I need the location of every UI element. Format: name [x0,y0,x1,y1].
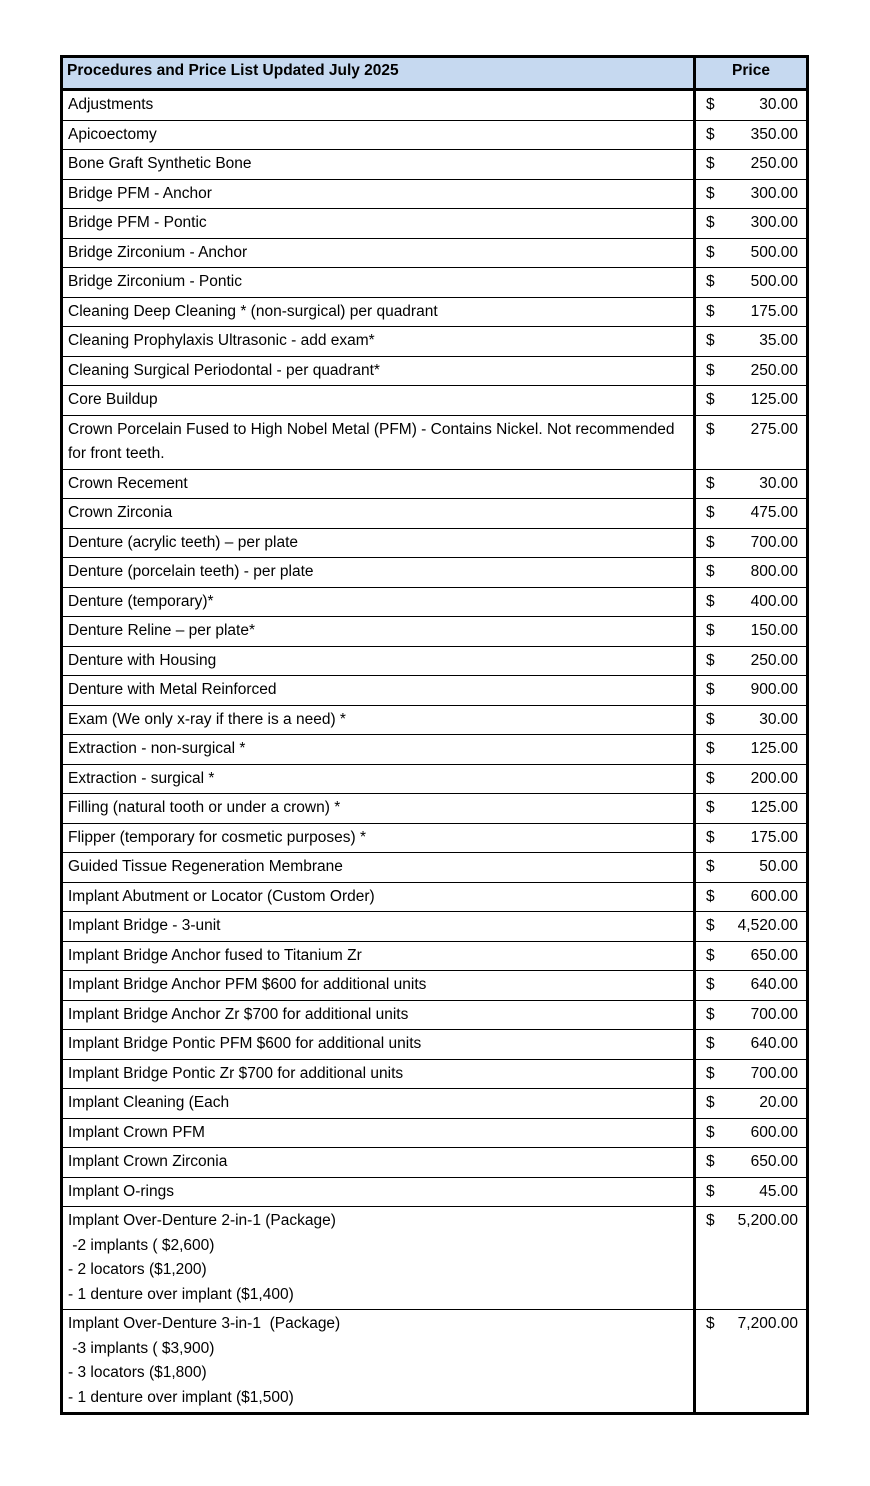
price-cell [695,794,808,824]
currency-symbol: $ [706,946,715,964]
header-row [62,57,808,90]
procedure-name: Implant Bridge Anchor fused to Titanium Zr [68,946,362,964]
table-row [62,676,808,706]
procedure-cell [62,646,695,676]
price-amount: 4,520.00 [737,917,798,934]
price-value [706,182,798,207]
currency-symbol: $ [706,828,715,846]
table-row [62,646,808,676]
table-row [62,617,808,647]
price-cell [695,764,808,794]
price-cell [695,1207,808,1310]
currency-symbol: $ [706,474,715,492]
procedure-cell [62,1207,695,1310]
price-cell [695,735,808,765]
table-row [62,558,808,588]
procedure-cell [62,1118,695,1148]
currency-symbol: $ [706,1153,715,1170]
procedure-cell [62,415,695,469]
procedure-name: -3 implants ( $3,900) [68,1339,215,1357]
price-value [706,590,798,615]
table-row [62,268,808,298]
price-cell [695,469,808,499]
price-value [706,767,798,792]
table-row [62,499,808,529]
price-amount: 125.00 [750,391,798,408]
procedure-cell [62,794,695,824]
price-amount: 300.00 [750,184,798,202]
procedure-name: Cleaning Surgical Periodontal - per quadrant* [68,361,380,379]
procedure-cell [62,528,695,558]
currency-symbol: $ [706,96,715,113]
procedure-cell [62,676,695,706]
table-body [62,90,808,1414]
table-row [62,150,808,180]
procedure-name: Implant Cleaning (Each [68,1094,230,1111]
table-row [62,297,808,327]
price-value [706,1209,798,1234]
table-row [62,1030,808,1060]
price-amount: 125.00 [750,799,798,816]
procedure-name: Denture (temporary)* [68,592,214,610]
price-value [706,359,798,384]
price-amount: 600.00 [750,1123,798,1141]
procedure-name: Apicoectomy [68,125,157,143]
price-amount: 500.00 [750,273,798,290]
price-value [706,855,798,880]
price-amount: 640.00 [750,1035,798,1052]
price-amount: 650.00 [750,1153,798,1170]
price-value [706,270,798,295]
price-cell [695,209,808,239]
procedure-cell [62,705,695,735]
procedure-cell [62,1177,695,1207]
procedure-name: Bridge PFM - Anchor [68,184,212,202]
price-cell [695,823,808,853]
price-value [706,93,798,118]
price-value [706,944,798,969]
procedure-cell [62,327,695,357]
procedure-name: Crown Recement [68,474,188,492]
price-list-table [60,55,809,1415]
price-amount: 700.00 [750,1064,798,1082]
price-value [706,1062,798,1087]
procedure-name: Bone Graft Synthetic Bone [68,155,252,172]
price-amount: 475.00 [750,504,798,521]
price-cell [695,1118,808,1148]
price-amount: 700.00 [750,533,798,551]
table-row [62,764,808,794]
procedure-name: Cleaning Deep Cleaning * (non-surgical) per quadrant [68,302,438,320]
procedure-name: Implant Bridge Anchor Zr $700 for additional units [68,1005,409,1023]
procedure-name: Bridge Zirconium - Anchor [68,243,248,261]
table-row [62,327,808,357]
table-header [62,57,808,90]
price-amount: 7,200.00 [737,1315,798,1332]
price-column-header: Price [695,57,808,90]
price-amount: 30.00 [759,710,798,728]
table-row [62,823,808,853]
price-value [706,241,798,266]
table-row [62,469,808,499]
price-amount: 500.00 [750,243,798,261]
currency-symbol: $ [706,622,715,639]
procedure-name: Core Buildup [68,391,158,408]
price-value [706,1121,798,1146]
currency-symbol: $ [706,332,715,349]
price-cell [695,971,808,1001]
currency-symbol: $ [706,391,715,408]
table-row [62,356,808,386]
price-value [706,737,798,762]
price-value [706,1150,798,1175]
procedure-name: Implant Crown Zirconia [68,1153,228,1170]
price-cell [695,912,808,942]
price-value [706,472,798,497]
procedure-cell [62,1310,695,1414]
price-cell [695,297,808,327]
procedure-name: Crown Zirconia [68,504,173,521]
price-value [706,501,798,526]
price-amount: 650.00 [750,946,798,964]
price-cell [695,558,808,588]
procedure-name: Bridge PFM - Pontic [68,214,207,231]
procedure-name: Denture (porcelain teeth) - per plate [68,563,314,580]
currency-symbol: $ [706,1182,715,1200]
table-row [62,587,808,617]
price-cell [695,1000,808,1030]
procedure-name: Implant Bridge Pontic Zr $700 for additional units [68,1064,404,1082]
table-row [62,1207,808,1310]
procedure-name: Implant Over-Denture 2-in-1 (Package) [68,1212,336,1229]
price-cell [695,1030,808,1060]
procedure-name: Denture (acrylic teeth) – per plate [68,533,299,551]
price-cell [695,90,808,121]
table-row [62,794,808,824]
price-amount: 30.00 [759,96,798,113]
procedure-name: - 1 denture over implant ($1,400) [68,1285,294,1303]
price-amount: 175.00 [750,828,798,846]
procedure-name: - 2 locators ($1,200) [68,1261,207,1278]
price-amount: 125.00 [750,740,798,757]
procedure-cell [62,764,695,794]
currency-symbol: $ [706,1212,715,1229]
price-amount: 5,200.00 [737,1212,798,1229]
procedure-cell [62,971,695,1001]
procedure-name: Implant O-rings [68,1182,174,1200]
currency-symbol: $ [706,214,715,231]
price-value [706,152,798,177]
price-cell [695,528,808,558]
price-amount: 30.00 [759,474,798,492]
procedure-cell [62,912,695,942]
currency-symbol: $ [706,563,715,580]
price-value [706,211,798,236]
currency-symbol: $ [706,681,715,698]
procedure-cell [62,735,695,765]
price-cell [695,941,808,971]
price-value [706,678,798,703]
currency-symbol: $ [706,155,715,172]
currency-symbol: $ [706,592,715,610]
currency-symbol: $ [706,243,715,261]
procedure-name: Denture with Metal Reinforced [68,681,277,698]
table-row [62,238,808,268]
table-row [62,912,808,942]
currency-symbol: $ [706,125,715,143]
procedure-name: Implant Abutment or Locator (Custom Order) [68,887,375,905]
price-amount: 700.00 [750,1005,798,1023]
procedure-cell [62,853,695,883]
currency-symbol: $ [706,361,715,379]
price-amount: 600.00 [750,887,798,905]
price-cell [695,179,808,209]
price-cell [695,499,808,529]
table-row [62,179,808,209]
procedure-cell [62,238,695,268]
table-row [62,1059,808,1089]
price-amount: 250.00 [750,155,798,172]
procedure-name: Denture with Housing [68,651,217,669]
price-cell [695,386,808,416]
procedure-cell [62,823,695,853]
table-row [62,941,808,971]
currency-symbol: $ [706,504,715,521]
price-amount: 900.00 [750,681,798,698]
price-value [706,649,798,674]
table-row [62,528,808,558]
procedure-name: Bridge Zirconium - Pontic [68,273,243,290]
procedure-cell [62,209,695,239]
currency-symbol: $ [706,887,715,905]
table-row [62,1118,808,1148]
procedure-cell [62,1000,695,1030]
procedure-cell [62,1089,695,1119]
price-cell [695,853,808,883]
price-amount: 275.00 [750,420,798,438]
price-amount: 20.00 [759,1094,798,1111]
procedure-name: - 1 denture over implant ($1,500) [68,1388,294,1406]
procedure-name: Extraction - surgical * [68,769,215,787]
price-cell [695,1059,808,1089]
price-cell [695,882,808,912]
procedure-cell [62,1148,695,1178]
procedure-name: Implant Over-Denture 3-in-1 (Package) [68,1315,341,1332]
procedure-name: Implant Bridge Anchor PFM $600 for additional units [68,976,427,993]
table-row [62,971,808,1001]
procedure-name: Implant Crown PFM [68,1123,205,1141]
currency-symbol: $ [706,1315,715,1332]
price-value [706,1091,798,1116]
table-row [62,209,808,239]
price-value [706,708,798,733]
price-cell [695,1177,808,1207]
price-cell [695,120,808,150]
procedure-cell [62,617,695,647]
procedure-name: Flipper (temporary for cosmetic purposes) * [68,828,367,846]
table-row [62,120,808,150]
currency-symbol: $ [706,302,715,320]
procedure-name: Crown Porcelain Fused to High Nobel Metal (PFM) - Contains Nickel. Not recommended for front teeth. [68,420,675,462]
price-amount: 50.00 [759,858,798,875]
table-row [62,90,808,121]
price-value [706,796,798,821]
table-row [62,853,808,883]
price-value [706,329,798,354]
price-amount: 200.00 [750,769,798,787]
price-cell [695,617,808,647]
procedure-cell [62,1030,695,1060]
price-cell [695,587,808,617]
currency-symbol: $ [706,184,715,202]
currency-symbol: $ [706,769,715,787]
price-value [706,418,798,443]
price-value [706,1180,798,1205]
price-cell [695,1310,808,1414]
table-row [62,1089,808,1119]
procedure-column-header: Procedures and Price List Updated July 2025 [62,57,695,90]
price-value [706,826,798,851]
procedure-name: Denture Reline – per plate* [68,622,255,639]
currency-symbol: $ [706,976,715,993]
table-row [62,386,808,416]
currency-symbol: $ [706,858,715,875]
price-value [706,388,798,413]
currency-symbol: $ [706,740,715,757]
procedure-cell [62,941,695,971]
price-cell [695,356,808,386]
price-cell [695,676,808,706]
table-row [62,1177,808,1207]
price-cell [695,327,808,357]
price-amount: 150.00 [750,622,798,639]
price-value [706,973,798,998]
procedure-cell [62,268,695,298]
procedure-cell [62,179,695,209]
procedure-cell [62,558,695,588]
procedure-cell [62,587,695,617]
currency-symbol: $ [706,710,715,728]
procedure-cell [62,90,695,121]
price-cell [695,1148,808,1178]
table-row [62,1148,808,1178]
price-value [706,914,798,939]
currency-symbol: $ [706,273,715,290]
procedure-cell [62,1059,695,1089]
currency-symbol: $ [706,651,715,669]
procedure-name: Guided Tissue Regeneration Membrane [68,858,343,875]
currency-symbol: $ [706,1005,715,1023]
currency-symbol: $ [706,1123,715,1141]
price-cell [695,705,808,735]
procedure-cell [62,120,695,150]
currency-symbol: $ [706,1064,715,1082]
price-cell [695,238,808,268]
procedure-name: - 3 locators ($1,800) [68,1364,207,1381]
procedure-cell [62,469,695,499]
procedure-name: Adjustments [68,96,154,113]
price-amount: 300.00 [750,214,798,231]
currency-symbol: $ [706,1094,715,1111]
procedure-name: Extraction - non-surgical * [68,740,246,757]
currency-symbol: $ [706,1035,715,1052]
procedure-cell [62,150,695,180]
procedure-cell [62,297,695,327]
price-cell [695,646,808,676]
procedure-name: Filling (natural tooth or under a crown) * [68,799,341,816]
price-cell [695,268,808,298]
table-row [62,882,808,912]
price-value [706,1312,798,1337]
price-value [706,1003,798,1028]
price-cell [695,150,808,180]
currency-symbol: $ [706,420,715,438]
price-value [706,885,798,910]
procedure-cell [62,882,695,912]
price-amount: 400.00 [750,592,798,610]
price-value [706,1032,798,1057]
procedure-name: Implant Bridge Pontic PFM $600 for additional units [68,1035,422,1052]
price-value [706,619,798,644]
currency-symbol: $ [706,917,715,934]
procedure-name: Implant Bridge - 3-unit [68,917,221,934]
table-row [62,1000,808,1030]
price-amount: 640.00 [750,976,798,993]
price-amount: 800.00 [750,563,798,580]
price-value [706,123,798,148]
price-amount: 45.00 [759,1182,798,1200]
price-value [706,300,798,325]
currency-symbol: $ [706,533,715,551]
price-cell [695,1089,808,1119]
table-row [62,1310,808,1414]
price-amount: 175.00 [750,302,798,320]
procedure-name: Exam (We only x-ray if there is a need) * [68,710,346,728]
price-cell [695,415,808,469]
procedure-cell [62,386,695,416]
table-row [62,705,808,735]
procedure-name: -2 implants ( $2,600) [68,1236,215,1254]
price-amount: 250.00 [750,361,798,379]
table-row [62,735,808,765]
price-amount: 250.00 [750,651,798,669]
procedure-cell [62,356,695,386]
table-row [62,415,808,469]
price-list-sheet [60,55,806,1415]
price-amount: 35.00 [759,332,798,349]
currency-symbol: $ [706,799,715,816]
price-value [706,531,798,556]
procedure-name: Cleaning Prophylaxis Ultrasonic - add exam* [68,332,375,349]
price-value [706,560,798,585]
price-amount: 350.00 [750,125,798,143]
procedure-cell [62,499,695,529]
